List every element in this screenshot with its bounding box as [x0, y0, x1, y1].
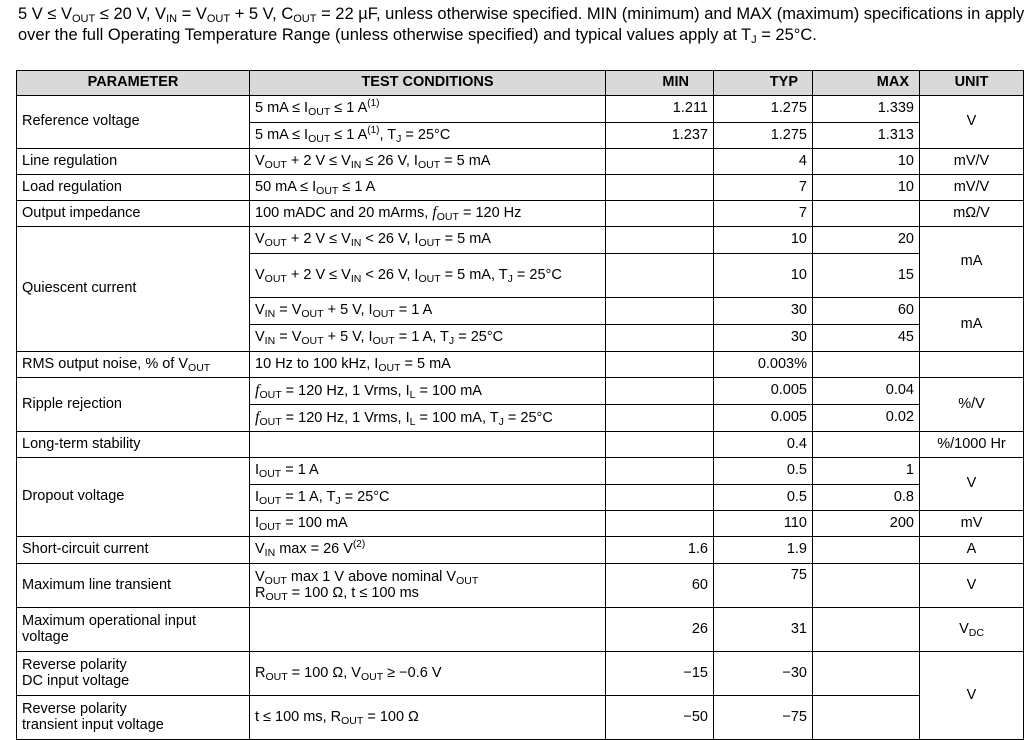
- typ-cell: 0.005: [714, 378, 813, 405]
- max-cell: 20: [813, 227, 920, 254]
- condition-cell: $V_{OUT} + 2$ $V \le V_{IN} \le 26$ V, $I_{OUT} = 5$ mA: [250, 149, 606, 175]
- min-cell: 1.237: [606, 123, 714, 149]
- unit-cell: mA: [920, 298, 1024, 352]
- unit-cell: mV: [920, 511, 1024, 537]
- max-cell: 10: [813, 149, 920, 175]
- condition-cell: $I_{OUT} = 1$ A, $T_J = 25^\circ C$: [250, 485, 606, 511]
- max-cell: [813, 696, 920, 740]
- unit-cell: %/1000 Hr: [920, 432, 1024, 458]
- typ-cell: 0.003%: [714, 352, 813, 378]
- condition-cell: 5 mA ≤ $I_{OUT} \le 1$ $A^{(1)}$, $T_J = 25^\circ C$: [250, 123, 606, 149]
- min-cell: [606, 325, 714, 352]
- max-cell: [813, 537, 920, 564]
- typ-cell: 75: [714, 564, 813, 608]
- electrical-characteristics-table: [16, 70, 1024, 740]
- min-cell: [606, 298, 714, 325]
- header-parameter: PARAMETER: [17, 71, 250, 96]
- condition-cell: $f_{OUT} = 120$ Hz, 1 Vrms, $I_L = 100$ mA: [250, 378, 606, 405]
- unit-cell: V: [920, 458, 1024, 511]
- condition-cell: $I_{OUT} = 1$ A: [250, 458, 606, 485]
- typ-cell: 31: [714, 608, 813, 652]
- param-cell: Load regulation: [17, 175, 250, 201]
- table-row: [17, 696, 1024, 740]
- min-cell: 26: [606, 608, 714, 652]
- condition-cell: $V_{IN}$ max = 26 $V^{(2)}$: [250, 537, 606, 564]
- condition-cell: 10 Hz to 100 kHz, $I_{OUT} = 5$ mA: [250, 352, 606, 378]
- max-cell: 0.02: [813, 405, 920, 432]
- typ-cell: 1.9: [714, 537, 813, 564]
- param-cell: Ripple rejection: [17, 378, 250, 432]
- table-row: [17, 564, 1024, 608]
- condition-cell: 5 mA ≤ $I_{OUT} \le 1$ $A^{(1)}$: [250, 96, 606, 123]
- table-row: [17, 175, 1024, 201]
- typ-cell: 0.5: [714, 458, 813, 485]
- condition-cell: $V_{OUT} + 2$ $V \le V_{IN} < 26$ V, $I_{OUT} = 5$ mA, $T_J = 25^\circ C$: [250, 254, 606, 298]
- max-cell: 45: [813, 325, 920, 352]
- table-row: [17, 96, 1024, 123]
- typ-cell: 30: [714, 298, 813, 325]
- typ-cell: −75: [714, 696, 813, 740]
- param-cell: Maximum operational input voltage: [17, 608, 250, 652]
- condition-cell: $f_{OUT} = 120$ Hz, 1 Vrms, $I_L = 100$ mA, $T_J = 25^\circ C$: [250, 405, 606, 432]
- param-cell: Quiescent current: [17, 227, 250, 352]
- param-cell: Reverse polarity DC input voltage: [17, 652, 250, 696]
- unit-cell: mΩ/V: [920, 201, 1024, 227]
- table-row: [17, 458, 1024, 485]
- table-row: [17, 227, 1024, 254]
- min-cell: [606, 378, 714, 405]
- param-cell: Short-circuit current: [17, 537, 250, 564]
- condition-cell: $V_{OUT}$ max 1 V above nominal $V_{OUT}$ $R_{OUT} = 100$ Ω, t ≤ 100 ms: [250, 564, 606, 608]
- header-max: MAX: [813, 71, 920, 96]
- table-row: [17, 201, 1024, 227]
- max-cell: [813, 652, 920, 696]
- typ-cell: −30: [714, 652, 813, 696]
- min-cell: [606, 511, 714, 537]
- table-row: [17, 149, 1024, 175]
- max-cell: 15: [813, 254, 920, 298]
- max-cell: 1.313: [813, 123, 920, 149]
- unit-cell: mA: [920, 227, 1024, 298]
- min-cell: [606, 405, 714, 432]
- typ-cell: 0.4: [714, 432, 813, 458]
- unit-cell: $V_{DC}$: [920, 608, 1024, 652]
- table-intro-text: 5 $V \le V_{OUT} \le 20$ V, $V_{IN} = V_{OUT} + 5$ V, $C_{OUT} = 22$ µF, unless otherwise specified. MIN (minimum) and MAX (maximum) specifications in apply over the full Operating Temperature Range (unless otherwise specified) and typical values apply at $T_J = 25^\circ C$.: [18, 5, 1025, 46]
- min-cell: [606, 485, 714, 511]
- typ-cell: 10: [714, 227, 813, 254]
- condition-cell: $V_{IN} = V_{OUT} + 5$ V, $I_{OUT} = 1$ A: [250, 298, 606, 325]
- min-cell: 1.6: [606, 537, 714, 564]
- typ-cell: 4: [714, 149, 813, 175]
- min-cell: [606, 254, 714, 298]
- header-test-conditions: TEST CONDITIONS: [250, 71, 606, 96]
- typ-cell: 30: [714, 325, 813, 352]
- max-cell: [813, 608, 920, 652]
- param-cell: Long-term stability: [17, 432, 250, 458]
- condition-cell: $V_{IN} = V_{OUT} + 5$ V, $I_{OUT} = 1$ A, $T_J = 25^\circ C$: [250, 325, 606, 352]
- min-cell: [606, 458, 714, 485]
- max-cell: 10: [813, 175, 920, 201]
- table-row: [17, 378, 1024, 405]
- condition-cell: $R_{OUT} = 100$ Ω, $V_{OUT} \ge -0.6$ V: [250, 652, 606, 696]
- max-cell: [813, 564, 920, 608]
- min-cell: [606, 149, 714, 175]
- max-cell: 0.04: [813, 378, 920, 405]
- min-cell: 1.211: [606, 96, 714, 123]
- unit-cell: V: [920, 564, 1024, 608]
- unit-cell: mV/V: [920, 149, 1024, 175]
- typ-cell: 1.275: [714, 123, 813, 149]
- param-cell: Maximum line transient: [17, 564, 250, 608]
- condition-cell: [250, 608, 606, 652]
- param-cell: Dropout voltage: [17, 458, 250, 537]
- typ-cell: 10: [714, 254, 813, 298]
- condition-cell: 100 mADC and 20 mArms, $f_{OUT} = 120$ Hz: [250, 201, 606, 227]
- unit-cell: V: [920, 96, 1024, 149]
- header-min: MIN: [606, 71, 714, 96]
- min-cell: 60: [606, 564, 714, 608]
- param-cell: Reverse polarity transient input voltage: [17, 696, 250, 740]
- max-cell: 1.339: [813, 96, 920, 123]
- max-cell: 0.8: [813, 485, 920, 511]
- typ-cell: 110: [714, 511, 813, 537]
- unit-cell: mV/V: [920, 175, 1024, 201]
- table-row: [17, 432, 1024, 458]
- param-cell: Line regulation: [17, 149, 250, 175]
- condition-cell: 50 mA ≤ $I_{OUT} \le 1$ A: [250, 175, 606, 201]
- max-cell: [813, 432, 920, 458]
- max-cell: 200: [813, 511, 920, 537]
- header-unit: UNIT: [920, 71, 1024, 96]
- table-row: [17, 608, 1024, 652]
- unit-cell: A: [920, 537, 1024, 564]
- max-cell: [813, 352, 920, 378]
- typ-cell: 1.275: [714, 96, 813, 123]
- table-row: [17, 537, 1024, 564]
- header-typ: TYP: [714, 71, 813, 96]
- min-cell: −15: [606, 652, 714, 696]
- typ-cell: 0.5: [714, 485, 813, 511]
- condition-cell: [250, 432, 606, 458]
- min-cell: [606, 352, 714, 378]
- typ-cell: 0.005: [714, 405, 813, 432]
- min-cell: [606, 201, 714, 227]
- max-cell: 1: [813, 458, 920, 485]
- table-row: [17, 352, 1024, 378]
- min-cell: −50: [606, 696, 714, 740]
- unit-cell: V: [920, 652, 1024, 740]
- condition-cell: t ≤ 100 ms, $R_{OUT} = 100$ Ω: [250, 696, 606, 740]
- condition-cell: $I_{OUT} = 100$ mA: [250, 511, 606, 537]
- condition-cell: $V_{OUT} + 2$ $V \le V_{IN} < 26$ V, $I_{OUT} = 5$ mA: [250, 227, 606, 254]
- min-cell: [606, 227, 714, 254]
- param-cell: Reference voltage: [17, 96, 250, 149]
- typ-cell: 7: [714, 175, 813, 201]
- max-cell: [813, 201, 920, 227]
- unit-cell: %/V: [920, 378, 1024, 432]
- param-cell: RMS output noise, % of $V_{OUT}$: [17, 352, 250, 378]
- min-cell: [606, 432, 714, 458]
- param-cell: Output impedance: [17, 201, 250, 227]
- unit-cell: [920, 352, 1024, 378]
- max-cell: 60: [813, 298, 920, 325]
- min-cell: [606, 175, 714, 201]
- typ-cell: 7: [714, 201, 813, 227]
- table-header-row: [17, 71, 1024, 96]
- table-row: [17, 652, 1024, 696]
